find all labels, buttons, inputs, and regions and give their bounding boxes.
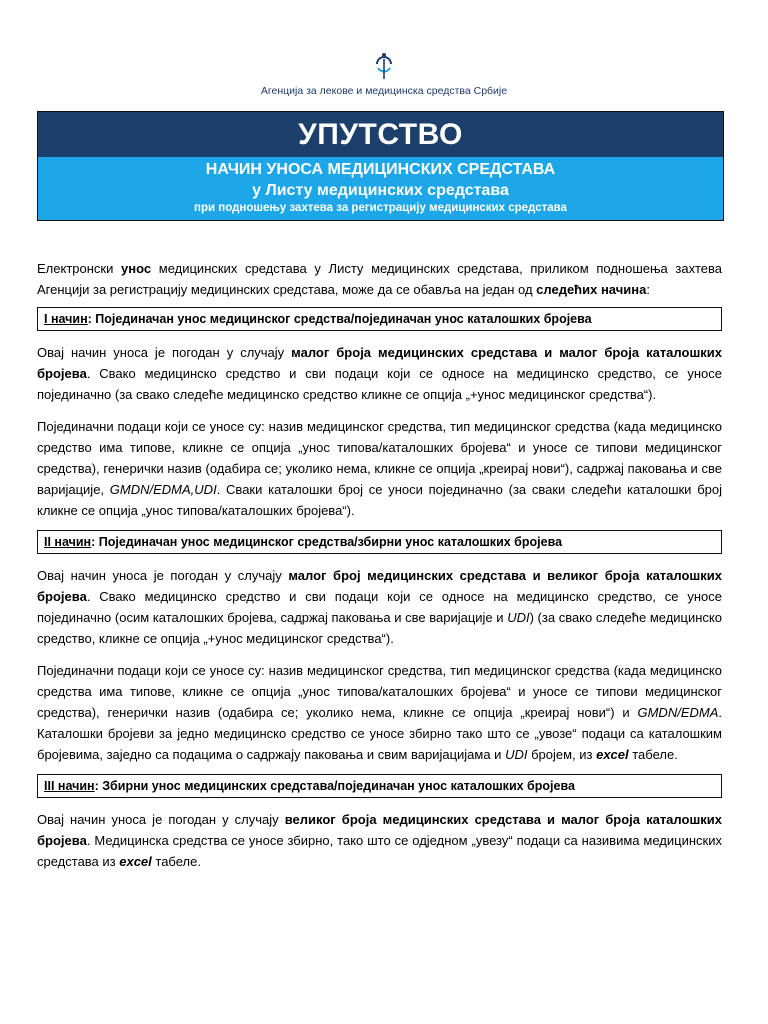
method-3-paragraph-1: Овај начин уноса је погодан у случају великог броја медицинских средстава и малог броја каталошких бројева. Медицинска средства се уносе збирно, тако што се одједном „увезу“ подаци са називима медицинских средстава из excel табеле. xyxy=(37,812,723,869)
banner-subtitle-2: у Листу медицинских средстава xyxy=(252,182,509,199)
method-2-paragraph-2: Појединачни подаци који се уносе су: назив медицинског средства, тип медицинског средства (када медицинско средства има типове, кликне се опција „унос типова/каталошких бројева“ и уносе се типови медицинског средства), генерички назив (одабира се; уколико нема, кликне се опција „креирај нови“) и GMDN/EDMA. Каталошки бројеви за једно медицинско средство се уносе збирно тако што се „увозе“ подаци са каталошким бројевима, заједно са подацима о садржају паковања и свим варијацијама и UDI бројем, из excel табеле. xyxy=(37,663,722,762)
banner-title: УПУТСТВО xyxy=(38,112,723,157)
banner-subtitle-3: при подношењу захтева за регистрацију медицинских средстава xyxy=(194,202,567,214)
method-1-paragraph-2: Појединачни подаци који се уносе су: назив медицинског средства, тип медицинског средства (када медицинско средство има типове, кликне се опција „унос типова/каталошких бројева“ и уносе се типови медицинског средства), генерички назив (одабира се; уколико нема, кликне се опција „креирај нови“), садржај паковања и све варијације, GMDN/EDMA,UDI. Сваки каталошки број се уноси појединачно (за сваки следећи каталошки број кликне се опција „унос типова/каталошких бројева“). xyxy=(37,419,722,518)
agency-name: Агенција за лекове и медицинска средства Србије xyxy=(260,85,508,97)
method-1-heading: I начин: Појединачан унос медицинског средства/појединачан унос каталошких бројева xyxy=(37,307,722,331)
alims-logo-icon xyxy=(371,52,397,80)
method-2-heading: II начин: Појединачан унос медицинског средства/збирни унос каталошких бројева xyxy=(37,530,722,554)
method-1-paragraph-1: Овај начин уноса је погодан у случају малог броја медицинских средстава и малог броја каталошких бројева. Свако медицинско средство и сви подаци који се односе на медицинско средство, се уносе појединачно (за свако следеће медицинско средство кликне се опција „+унос медицинског средства“). xyxy=(37,345,723,402)
title-banner xyxy=(37,111,724,221)
intro-paragraph: Електронски унос медицинских средстава у Листу медицинских средстава, приликом подношења захтева Агенцији за регистрацију медицинских средстава, може да се обавља на један од следећих начина: xyxy=(37,261,722,297)
banner-subtitle: НАЧИН УНОСА МЕДИЦИНСКИХ СРЕДСТАВА xyxy=(205,161,556,178)
logo xyxy=(0,52,768,80)
document-body xyxy=(37,258,722,872)
method-2-paragraph-1: Овај начин уноса је погодан у случају малог број медицинских средстава и великог броја каталошких бројева. Свако медицинско средство и сви подаци који се односе на медицинско средство, се уносе појединачно (осим каталошких бројева, садржај паковања и све варијације и UDI) (за свако следеће медицинско средство, кликне се опција „+унос медицинског средства“). xyxy=(37,568,722,646)
banner-subtitles xyxy=(38,157,723,220)
method-3-heading: III начин: Збирни унос медицинских средстава/појединачан унос каталошких бројева xyxy=(37,774,722,798)
